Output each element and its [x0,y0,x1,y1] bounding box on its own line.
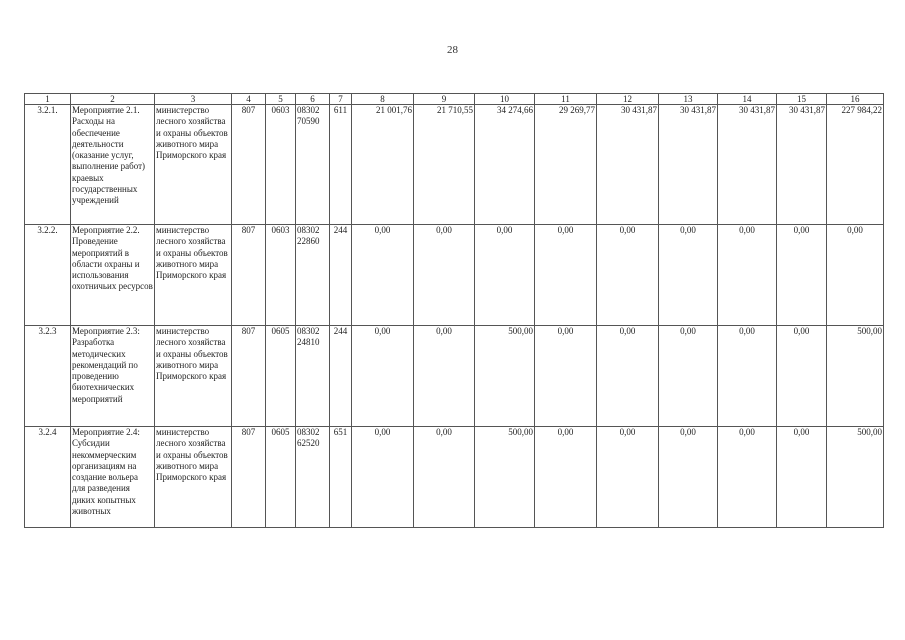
value-col-14: 30 431,87 [718,105,777,225]
program-table [24,93,884,528]
header-row [25,94,884,105]
value-col-15: 30 431,87 [777,105,827,225]
vr-code: 651 [330,427,352,528]
value-col-12: 0,00 [597,326,659,427]
header-cell: 8 [352,94,414,105]
value-col-11: 0,00 [535,427,597,528]
csr-code: 08302 22860 [296,225,330,326]
grbs-code: 807 [232,225,266,326]
table-row [25,225,884,326]
measure-name: Мероприятие 2.2. Проведение мероприятий в области охраны и использования охотничьих ресурсов [71,225,155,326]
value-col-8: 0,00 [352,225,414,326]
table-row [25,105,884,225]
grbs-code: 807 [232,326,266,427]
executor: министерство лесного хозяйства и охраны объектов животного мира Приморского края [155,225,232,326]
measure-name: Мероприятие 2.1. Расходы на обеспечение деятельности (оказание услуг, выполнение работ) краевых государственных учреждений [71,105,155,225]
rzpr-code: 0603 [266,105,296,225]
row-number: 3.2.1. [25,105,71,225]
value-col-14: 0,00 [718,225,777,326]
value-col-8: 0,00 [352,427,414,528]
row-number: 3.2.4 [25,427,71,528]
value-col-14: 0,00 [718,326,777,427]
header-cell: 12 [597,94,659,105]
value-col-11: 0,00 [535,326,597,427]
row-number: 3.2.3 [25,326,71,427]
table-row [25,326,884,427]
value-col-9: 0,00 [414,427,475,528]
measure-name: Мероприятие 2.3: Разработка методических рекомендаций по проведению биотехнических мероприятий [71,326,155,427]
value-col-8: 21 001,76 [352,105,414,225]
header-cell: 6 [296,94,330,105]
header-cell: 5 [266,94,296,105]
grbs-code: 807 [232,105,266,225]
value-col-13: 30 431,87 [659,105,718,225]
value-col-10: 500,00 [475,326,535,427]
executor: министерство лесного хозяйства и охраны объектов животного мира Приморского края [155,427,232,528]
value-col-10: 500,00 [475,427,535,528]
rzpr-code: 0605 [266,427,296,528]
header-cell: 14 [718,94,777,105]
executor: министерство лесного хозяйства и охраны объектов животного мира Приморского края [155,105,232,225]
value-col-13: 0,00 [659,427,718,528]
value-col-8: 0,00 [352,326,414,427]
csr-code: 08302 62520 [296,427,330,528]
header-cell: 3 [155,94,232,105]
header-cell: 16 [827,94,884,105]
value-col-16: 500,00 [827,427,884,528]
value-col-15: 0,00 [777,326,827,427]
value-col-12: 0,00 [597,225,659,326]
header-cell: 10 [475,94,535,105]
header-cell: 7 [330,94,352,105]
header-cell: 4 [232,94,266,105]
executor: министерство лесного хозяйства и охраны объектов животного мира Приморского края [155,326,232,427]
header-cell: 2 [71,94,155,105]
header-cell: 11 [535,94,597,105]
value-col-14: 0,00 [718,427,777,528]
header-cell: 1 [25,94,71,105]
csr-code: 08302 70590 [296,105,330,225]
vr-code: 244 [330,225,352,326]
value-col-15: 0,00 [777,225,827,326]
value-col-12: 30 431,87 [597,105,659,225]
vr-code: 611 [330,105,352,225]
measure-name: Мероприятие 2.4: Субсидии некоммерческим организациям на создание вольера для разведения диких копытных животных [71,427,155,528]
csr-code: 08302 24810 [296,326,330,427]
value-col-11: 0,00 [535,225,597,326]
row-number: 3.2.2. [25,225,71,326]
value-col-15: 0,00 [777,427,827,528]
table-header [25,94,884,105]
header-cell: 9 [414,94,475,105]
value-col-9: 0,00 [414,225,475,326]
value-col-10: 0,00 [475,225,535,326]
value-col-13: 0,00 [659,225,718,326]
value-col-9: 0,00 [414,326,475,427]
value-col-11: 29 269,77 [535,105,597,225]
vr-code: 244 [330,326,352,427]
page-number: 28 [447,44,458,56]
rzpr-code: 0603 [266,225,296,326]
value-col-9: 21 710,55 [414,105,475,225]
header-cell: 15 [777,94,827,105]
value-col-16: 227 984,22 [827,105,884,225]
value-col-12: 0,00 [597,427,659,528]
value-col-10: 34 274,66 [475,105,535,225]
table-row [25,427,884,528]
rzpr-code: 0605 [266,326,296,427]
value-col-16: 0,00 [827,225,884,326]
header-cell: 13 [659,94,718,105]
value-col-13: 0,00 [659,326,718,427]
grbs-code: 807 [232,427,266,528]
table-body [25,105,884,528]
value-col-16: 500,00 [827,326,884,427]
